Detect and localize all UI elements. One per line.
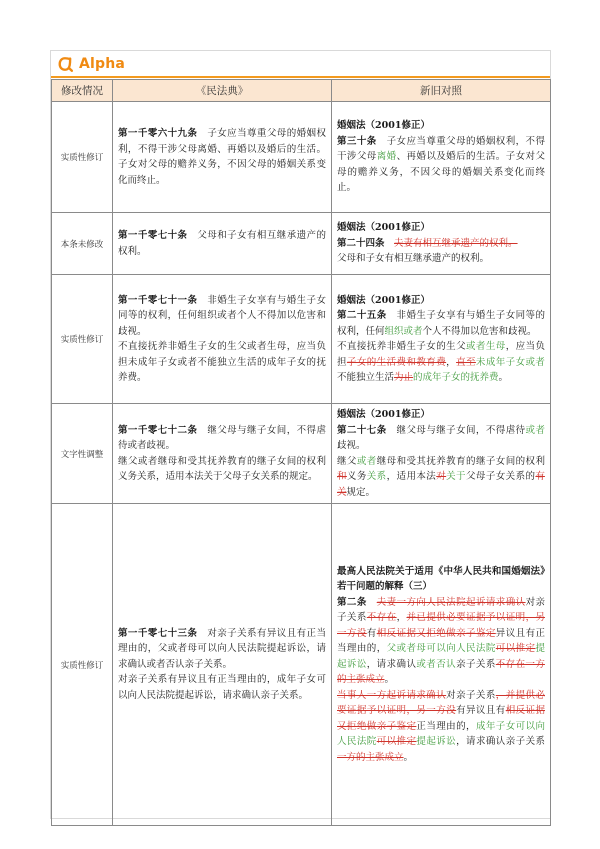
- article-text: 继母和受其抚养教育的继子女间的权利: [376, 455, 545, 467]
- added-text: 关于: [446, 471, 466, 482]
- added-text: 关系: [366, 471, 387, 482]
- article-text: 父母子女关系的: [465, 471, 536, 482]
- article-number: 第二十五条: [337, 310, 387, 321]
- table-row: [52, 213, 551, 275]
- civil-code-cell: [113, 275, 332, 404]
- article-text: 对亲子关系: [337, 596, 545, 624]
- civil-code-cell: [113, 504, 332, 826]
- article-number: 第三十条: [337, 135, 377, 147]
- deleted-text: 直至: [456, 356, 476, 368]
- status-cell: [52, 213, 113, 275]
- brand-name: Alpha: [79, 55, 126, 72]
- civil-code-cell: [113, 102, 332, 213]
- article-text: 、再婚以及婚后的生活。子女对父母的赡养义务，不因父母的婚姻关系变化而终止。: [337, 151, 545, 194]
- table-header-row: [52, 80, 551, 102]
- article-text: ，适用本法: [386, 471, 437, 482]
- status-cell: [52, 102, 113, 213]
- law-title: 最高人民法院关于适用《中华人民共和国婚姻法》若干问题的解释（三）: [337, 565, 545, 593]
- article-text: 有异议且有: [456, 705, 506, 717]
- article-text: 义务: [346, 471, 367, 482]
- added-text: 未成年子女: [475, 356, 526, 368]
- civil-code-cell: [113, 213, 332, 275]
- old-law-cell: [332, 404, 551, 504]
- law-title: 婚姻法（2001修正）: [337, 409, 430, 420]
- added-text: 组织或者: [384, 325, 423, 337]
- article-text: 继父: [337, 455, 357, 467]
- status-label: 实质性修订: [60, 660, 104, 671]
- added-text: 或者否认: [416, 658, 457, 670]
- deleted-text: 立: [394, 751, 404, 763]
- deleted-text: 可以推定: [376, 736, 417, 748]
- civil-code-text: 非婚生子女享有与婚生子女同等的权利，任何组织或者个人不得加以危害和歧视。 不直接抚养非婚生子女的生父或者生母，应当负担未成年子女或者不能独立生活的成年子女的抚养费。: [118, 294, 326, 383]
- civil-code-text: 继父母与继子女间，不得虐待或者歧视。 继父或者继母和受其抚养教育的继子女间的权利义务关系，适用本法关于父母子女关系的规定。: [118, 424, 326, 482]
- deleted-text: 相反证据又拒绝做亲子鉴定: [376, 627, 496, 639]
- article-text: 。: [384, 674, 395, 686]
- deleted-text: 一方的主张成: [337, 751, 395, 763]
- article-text: [367, 597, 377, 608]
- deleted-text: 子女的生活费和教育费: [346, 356, 447, 368]
- added-text: 或者: [525, 424, 545, 436]
- header-status: 修改情况: [52, 80, 113, 102]
- article-text: [385, 238, 395, 249]
- added-text: 提起诉讼: [337, 643, 545, 670]
- deleted-text: 并已提供必要证据予以证明，另一方没: [337, 612, 545, 639]
- article-text: ，: [446, 356, 457, 368]
- added-text: 成年子女可以向人民法院: [337, 720, 545, 748]
- article-text: ，: [396, 612, 407, 624]
- article-text: 不能独立生活: [337, 372, 395, 383]
- article-text: 亲子关系: [456, 658, 496, 670]
- old-law-cell: [332, 213, 551, 275]
- added-text: 父或者母可以向人民法院: [386, 643, 496, 655]
- document-frame: [50, 50, 551, 819]
- deleted-text: 有关: [337, 471, 545, 498]
- status-cell: [52, 404, 113, 504]
- article-number: 第一千零七十三条: [118, 627, 198, 639]
- article-number: 第一千零七十一条: [118, 294, 198, 306]
- added-text: 的成年子女的抚养费: [413, 372, 499, 383]
- article-text: 。: [498, 372, 509, 383]
- civil-code-text: 对亲子关系有异议且有正当理由的，父或者母可以向人民法院提起诉讼，请求确认或者否认亲子关系。 对亲子关系有异议且有正当理由的，成年子女可以向人民法院提起诉讼，请求确认亲子关系。: [118, 627, 326, 701]
- article-text: 正当理由的，: [416, 720, 476, 732]
- brand-bar: [51, 51, 550, 78]
- article-text: 歧视。: [337, 440, 366, 451]
- alpha-logo-icon: [57, 55, 75, 73]
- status-label: 实质性修订: [60, 153, 104, 163]
- added-text: 离婚: [376, 151, 397, 163]
- article-text: 异议且有正当理由的，: [337, 627, 545, 655]
- deleted-text: 可以推定: [495, 643, 536, 655]
- article-number: 第二十四条: [337, 237, 385, 249]
- article-text: 有: [366, 627, 377, 639]
- article-text: ，请求确认: [366, 658, 417, 670]
- deleted-text: 不存在: [495, 658, 526, 670]
- deleted-text: 不存在: [366, 612, 397, 624]
- article-number: 第一千零六十九条: [118, 128, 198, 139]
- article-text: 不直接抚养非婚生子女的生父: [337, 341, 466, 352]
- article-text: 个人不得加以危害和歧视。: [422, 325, 537, 337]
- status-label: 本条未修改: [60, 239, 104, 250]
- deleted-text: 对: [436, 471, 447, 482]
- table-row: [52, 102, 551, 213]
- added-text: 提起诉讼: [416, 736, 457, 748]
- deleted-text: 夫妻一方向人民法院起诉请求确认: [376, 596, 526, 608]
- civil-code-cell: [113, 404, 332, 504]
- article-text: ，应当负担: [337, 341, 545, 368]
- article-number: 第一千零七十二条: [118, 424, 198, 436]
- deleted-text: 当事人一方起诉请求确认: [337, 689, 447, 701]
- deleted-text: 一方的主张成立: [337, 658, 545, 686]
- article-text: 非婚生子女享有与婚生子女同等的权利，任何: [337, 310, 545, 337]
- old-law-cell: [332, 102, 551, 213]
- table-row: [52, 275, 551, 404]
- deleted-text: 和: [337, 471, 347, 482]
- article-text: ，请求确认亲子关系: [456, 736, 545, 748]
- table-row: [52, 404, 551, 504]
- article-text: 父母和子女有相互继承遗产的权利。: [337, 253, 490, 265]
- article-number: 第二条: [337, 596, 367, 608]
- header-civil-code: 《民法典》: [113, 80, 332, 102]
- status-label: 文字性调整: [60, 449, 104, 460]
- comparison-table: [51, 79, 551, 826]
- civil-code-text: 子女应当尊重父母的婚姻权利，不得干涉父母离婚、再婚以及婚后的生活。子女对父母的赡养义务，不因父母的婚姻关系变化而终止。: [118, 128, 326, 186]
- status-cell: [52, 504, 113, 826]
- law-title: 婚姻法（2001修正）: [337, 294, 430, 306]
- article-text: 规定。: [346, 486, 376, 498]
- old-law-cell: [332, 504, 551, 826]
- added-text: 或者: [356, 455, 377, 467]
- deleted-text: 。: [508, 237, 518, 249]
- article-text: 对亲子关系: [446, 689, 496, 701]
- added-text: 或者生母: [466, 341, 506, 352]
- law-title: 婚姻法（2001修正）: [337, 222, 430, 234]
- status-label: 实质性修订: [60, 335, 104, 345]
- old-law-cell: [332, 275, 551, 404]
- article-text: 子女应当尊重父母的婚姻权利，不得干涉父母: [337, 135, 545, 163]
- article-text: 。: [403, 751, 414, 763]
- status-cell: [52, 275, 113, 404]
- deleted-text: ，并提供必要证据予以证明，另一方没: [337, 689, 545, 717]
- added-text: 或者: [525, 356, 545, 368]
- article-number: 第一千零七十条: [118, 230, 188, 241]
- article-text: 继父母与继子女间，不得虐待: [386, 424, 526, 436]
- deleted-text: 相反证据又拒绝做亲子鉴定: [337, 705, 545, 732]
- header-comparison: 新旧对照: [332, 80, 551, 102]
- deleted-text: 为止: [394, 372, 414, 383]
- table-row: [52, 504, 551, 826]
- law-title: 婚姻法（2001修正）: [337, 120, 430, 132]
- deleted-text: 夫妻有相互继承遗产的权利: [394, 237, 509, 249]
- civil-code-text: 父母和子女有相互继承遗产的权利。: [118, 230, 326, 257]
- article-number: 第二十七条: [337, 424, 387, 436]
